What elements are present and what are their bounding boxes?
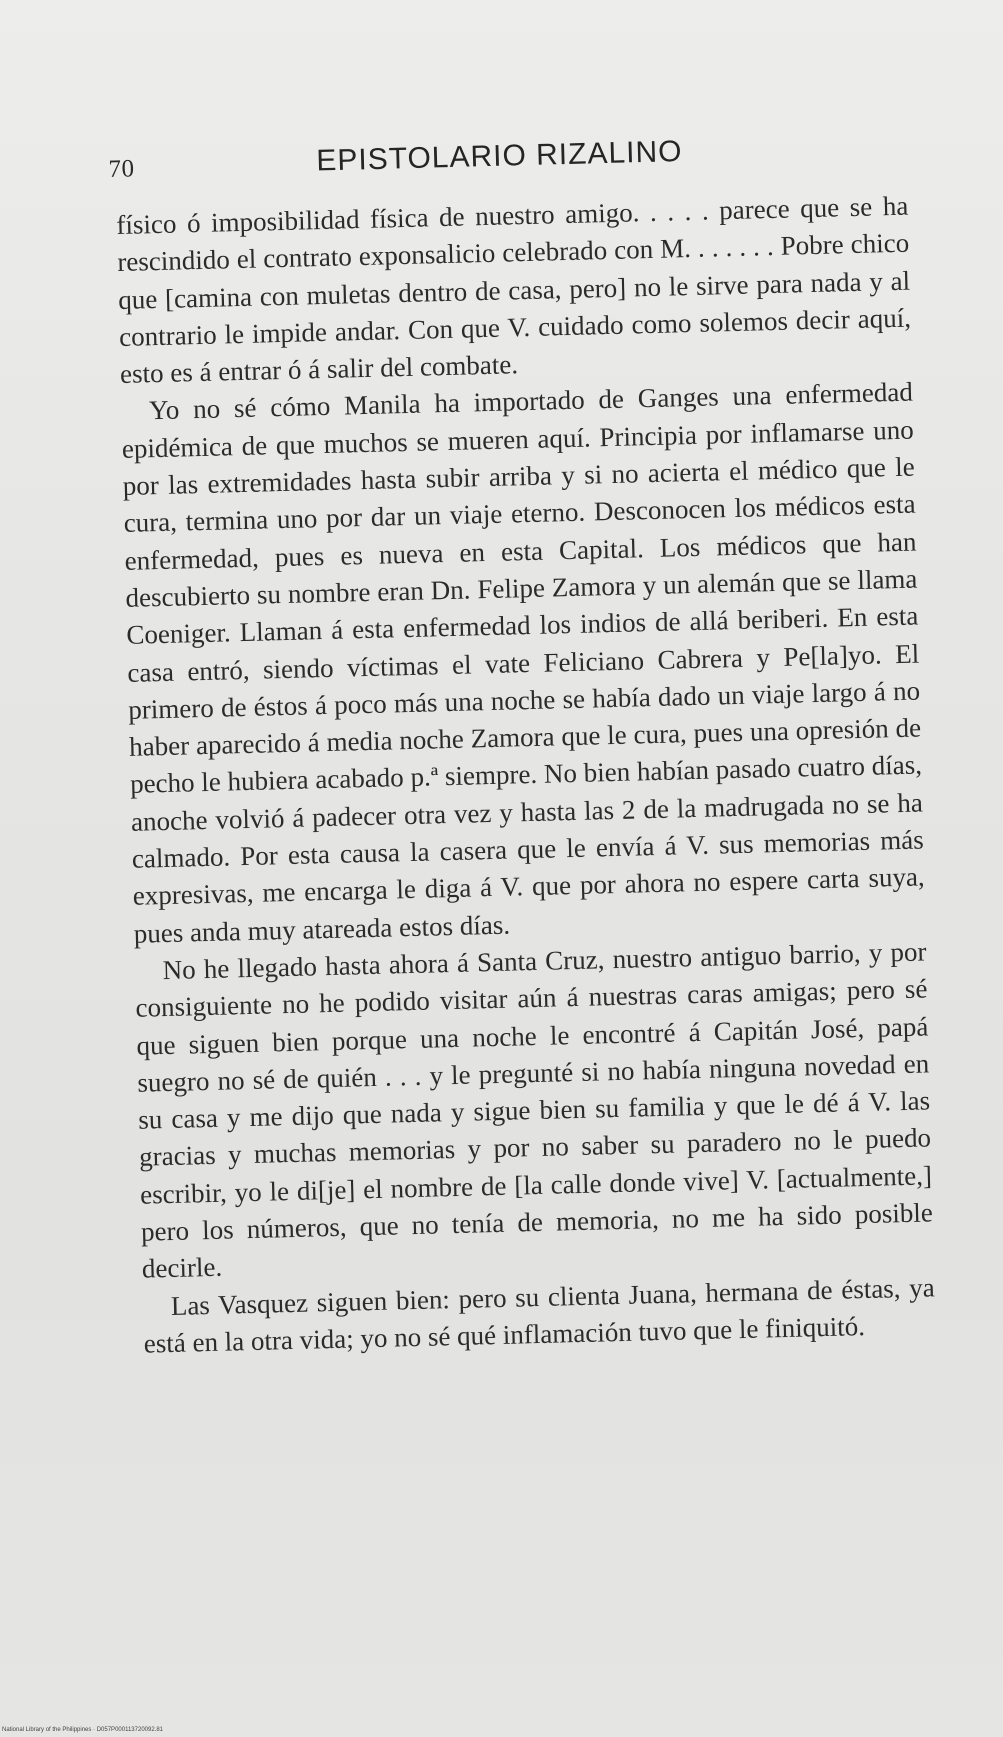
library-stamp: National Library of the Philippines · D057P000113720092.81 — [2, 1727, 164, 1733]
paragraph-2: Yo no sé cómo Manila ha importado de Ganges una enfermedad epidémica de que muchos se mueren aquí. Principia por inflamarse uno por las extremidades hasta subir arriba y si no acierta el médico que le cura, termina uno por dar un viaje eterno. Desconocen los médicos esta enfermedad, pues es nueva en esta Capital. Los médicos que han descubierto su nombre eran Dn. Felipe Zamora y un alemán que se llama Coeniger. Llaman á esta enfermedad los indios de allá beriberi. En esta casa entró, siendo víctimas el vate Feliciano Cabrera y Pe[la]yo. El primero de éstos á poco más una noche se había dado un viaje largo á no haber aparecido á media noche Zamora que le cura, pues una opresión de pecho le hubiera acabado p.ª siempre. No bien habían pasado cuatro días, anoche volvió á padecer otra vez y hasta las 2 de la madrugada no se ha calmado. Por esta causa la casera que le envía á V. sus memorias más expresivas, me encarga le diga á V. que por ahora no espere carta suya, pues anda muy atareada estos días. — [121, 377, 925, 949]
letter-body — [116, 188, 936, 1363]
running-title: EPISTOLARIO RIZALINO — [315, 134, 683, 178]
paragraph-1: físico ó imposibilidad física de nuestro amigo. . . . . parece que se ha rescindido el contrato exponsalicio celebrado con M. . . . . . . Pobre chico que [camina con muletas dentro de casa, pero] no le sirve para nada y al contrario le impide andar. Con que V. cuidado como solemos decir aquí, esto es á entrar ó á salir del combate. — [116, 190, 912, 390]
paragraph-4: Las Vasquez siguen bien: pero su clienta Juana, hermana de éstas, ya está en la otra vida; yo no sé qué inflamación tuvo que le finiquitó. — [143, 1271, 935, 1359]
page-number: 70 — [108, 155, 135, 183]
paragraph-3: No he llegado hasta ahora á Santa Cruz, nuestro antiguo barrio, y por consiguiente no he podido visitar aún á nuestras caras amigas; pero sé que siguen bien porque una noche le encontré á Capitán José, papá suegro no sé de quién . . . y le pregunté si no había ninguna novedad en su casa y me dijo que nada y sigue bien su familia y que le dé á V. las gracias y muchas memorias y por no saber su paradero no le puedo escribir, yo le di[je] el nombre de [la calle donde vive] V. [actualmente,] pero los números, que no tenía de memoria, no me ha sido posible decirle. — [135, 936, 934, 1284]
page-header — [108, 129, 909, 190]
